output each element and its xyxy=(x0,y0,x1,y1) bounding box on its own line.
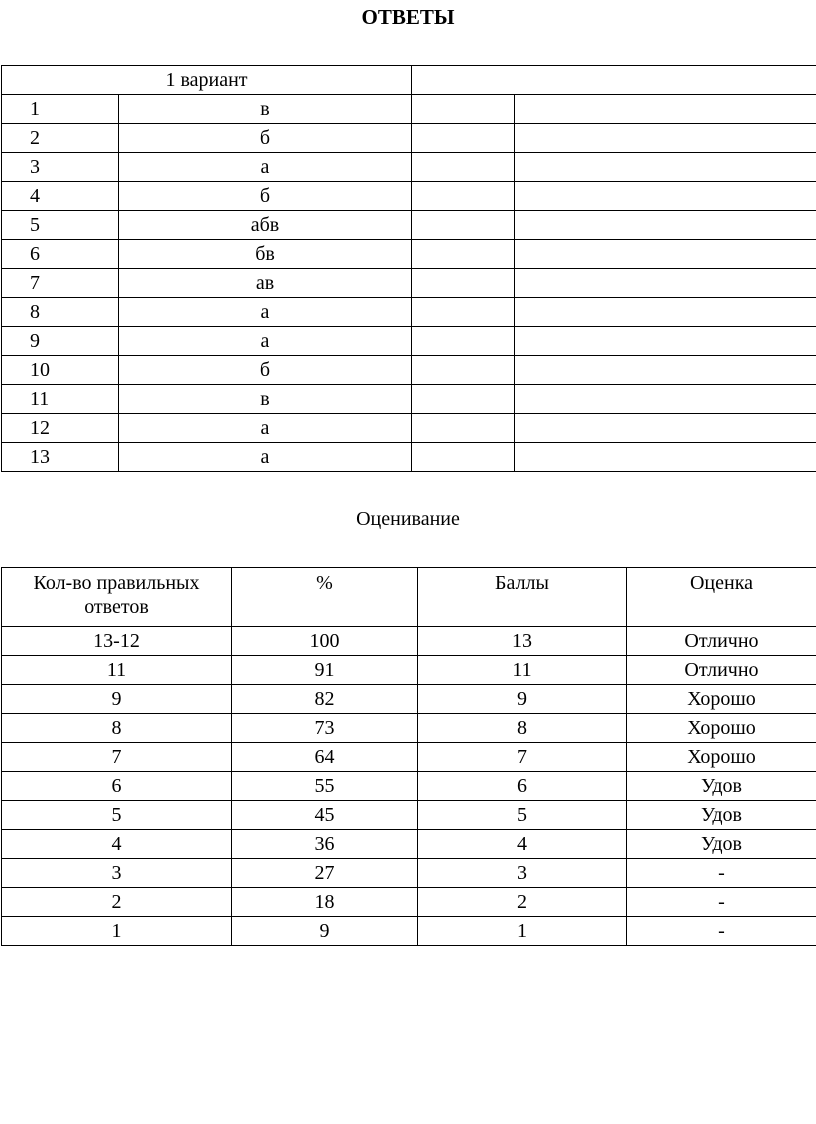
percent-cell: 55 xyxy=(232,772,418,801)
grade-cell: Отлично xyxy=(627,627,816,656)
empty-cell xyxy=(515,95,816,124)
percent-cell: 91 xyxy=(232,656,418,685)
points-cell: 9 xyxy=(418,685,627,714)
percent-cell: 36 xyxy=(232,830,418,859)
grade-cell: Удов xyxy=(627,801,816,830)
grade-cell: Хорошо xyxy=(627,685,816,714)
points-cell: 5 xyxy=(418,801,627,830)
correct-count-cell: 7 xyxy=(2,743,232,772)
question-number: 1 xyxy=(2,95,119,124)
table-row xyxy=(2,627,816,656)
points-cell: 11 xyxy=(418,656,627,685)
percent-cell: 82 xyxy=(232,685,418,714)
percent-cell: 100 xyxy=(232,627,418,656)
table-row xyxy=(2,385,816,414)
empty-cell xyxy=(412,443,515,472)
empty-cell xyxy=(412,269,515,298)
table-row xyxy=(2,685,816,714)
table-row xyxy=(2,240,816,269)
answer-value: в xyxy=(119,95,412,124)
answer-value: а xyxy=(119,327,412,356)
table-row xyxy=(2,414,816,443)
empty-cell xyxy=(515,153,816,182)
table-row xyxy=(2,211,816,240)
points-cell: 1 xyxy=(418,917,627,946)
table-row xyxy=(2,95,816,124)
answer-value: а xyxy=(119,443,412,472)
answer-value: б xyxy=(119,182,412,211)
percent-cell: 64 xyxy=(232,743,418,772)
correct-count-cell: 8 xyxy=(2,714,232,743)
grade-cell: Удов xyxy=(627,830,816,859)
question-number: 7 xyxy=(2,269,119,298)
answer-value: ав xyxy=(119,269,412,298)
table-row xyxy=(2,917,816,946)
correct-count-cell: 11 xyxy=(2,656,232,685)
empty-cell xyxy=(515,269,816,298)
header-percent: % xyxy=(232,568,418,627)
grading-title: Оценивание xyxy=(356,508,460,530)
empty-cell xyxy=(412,298,515,327)
grade-cell: Удов xyxy=(627,772,816,801)
question-number: 10 xyxy=(2,356,119,385)
answer-value: б xyxy=(119,124,412,153)
points-cell: 7 xyxy=(418,743,627,772)
question-number: 3 xyxy=(2,153,119,182)
empty-cell xyxy=(412,95,515,124)
table-row xyxy=(2,859,816,888)
empty-cell xyxy=(515,124,816,153)
table-row xyxy=(2,124,816,153)
correct-count-cell: 6 xyxy=(2,772,232,801)
grading-table xyxy=(1,567,816,946)
header-points: Баллы xyxy=(418,568,627,627)
percent-cell: 18 xyxy=(232,888,418,917)
grade-cell: Хорошо xyxy=(627,743,816,772)
empty-cell xyxy=(515,240,816,269)
correct-count-cell: 13-12 xyxy=(2,627,232,656)
table-row xyxy=(2,772,816,801)
correct-count-cell: 3 xyxy=(2,859,232,888)
points-cell: 13 xyxy=(418,627,627,656)
grade-cell: Хорошо xyxy=(627,714,816,743)
empty-cell xyxy=(412,385,515,414)
empty-cell xyxy=(515,327,816,356)
empty-cell xyxy=(412,211,515,240)
correct-count-cell: 4 xyxy=(2,830,232,859)
grading-header-row xyxy=(2,568,816,627)
table-row xyxy=(2,182,816,211)
grade-cell: Отлично xyxy=(627,656,816,685)
question-number: 13 xyxy=(2,443,119,472)
empty-cell xyxy=(412,153,515,182)
correct-count-cell: 1 xyxy=(2,917,232,946)
percent-cell: 9 xyxy=(232,917,418,946)
empty-cell xyxy=(412,182,515,211)
answer-value: а xyxy=(119,414,412,443)
table-row xyxy=(2,743,816,772)
answer-value: бв xyxy=(119,240,412,269)
points-cell: 2 xyxy=(418,888,627,917)
empty-cell xyxy=(412,356,515,385)
table-row xyxy=(2,888,816,917)
question-number: 6 xyxy=(2,240,119,269)
correct-count-cell: 2 xyxy=(2,888,232,917)
table-row xyxy=(2,298,816,327)
question-number: 8 xyxy=(2,298,119,327)
points-cell: 6 xyxy=(418,772,627,801)
question-number: 5 xyxy=(2,211,119,240)
correct-count-cell: 5 xyxy=(2,801,232,830)
answer-value: б xyxy=(119,356,412,385)
points-cell: 8 xyxy=(418,714,627,743)
points-cell: 3 xyxy=(418,859,627,888)
table-row xyxy=(2,153,816,182)
answer-value: а xyxy=(119,153,412,182)
empty-cell xyxy=(515,385,816,414)
question-number: 2 xyxy=(2,124,119,153)
table-row xyxy=(2,830,816,859)
table-row xyxy=(2,714,816,743)
table-row xyxy=(2,801,816,830)
question-number: 4 xyxy=(2,182,119,211)
header-grade: Оценка xyxy=(627,568,816,627)
page-title: ОТВЕТЫ xyxy=(361,5,455,29)
empty-cell xyxy=(515,414,816,443)
empty-cell xyxy=(412,327,515,356)
grade-cell: - xyxy=(627,859,816,888)
empty-cell xyxy=(412,414,515,443)
empty-cell xyxy=(412,124,515,153)
grade-cell: - xyxy=(627,917,816,946)
answer-value: в xyxy=(119,385,412,414)
points-cell: 4 xyxy=(418,830,627,859)
table-row xyxy=(2,356,816,385)
percent-cell: 45 xyxy=(232,801,418,830)
answer-value: абв xyxy=(119,211,412,240)
answer-value: а xyxy=(119,298,412,327)
empty-cell xyxy=(515,182,816,211)
empty-cell xyxy=(412,240,515,269)
grade-cell: - xyxy=(627,888,816,917)
table-row xyxy=(2,327,816,356)
empty-cell xyxy=(515,298,816,327)
empty-header-cell xyxy=(412,66,816,95)
variant-header: 1 вариант xyxy=(2,66,412,95)
table-row xyxy=(2,269,816,298)
question-number: 12 xyxy=(2,414,119,443)
empty-cell xyxy=(515,211,816,240)
table-row xyxy=(2,656,816,685)
answers-table xyxy=(1,65,816,472)
question-number: 11 xyxy=(2,385,119,414)
empty-cell xyxy=(515,443,816,472)
percent-cell: 27 xyxy=(232,859,418,888)
correct-count-cell: 9 xyxy=(2,685,232,714)
table-row xyxy=(2,443,816,472)
question-number: 9 xyxy=(2,327,119,356)
header-correct-count: Кол-во правильных ответов xyxy=(2,568,232,627)
empty-cell xyxy=(515,356,816,385)
percent-cell: 73 xyxy=(232,714,418,743)
